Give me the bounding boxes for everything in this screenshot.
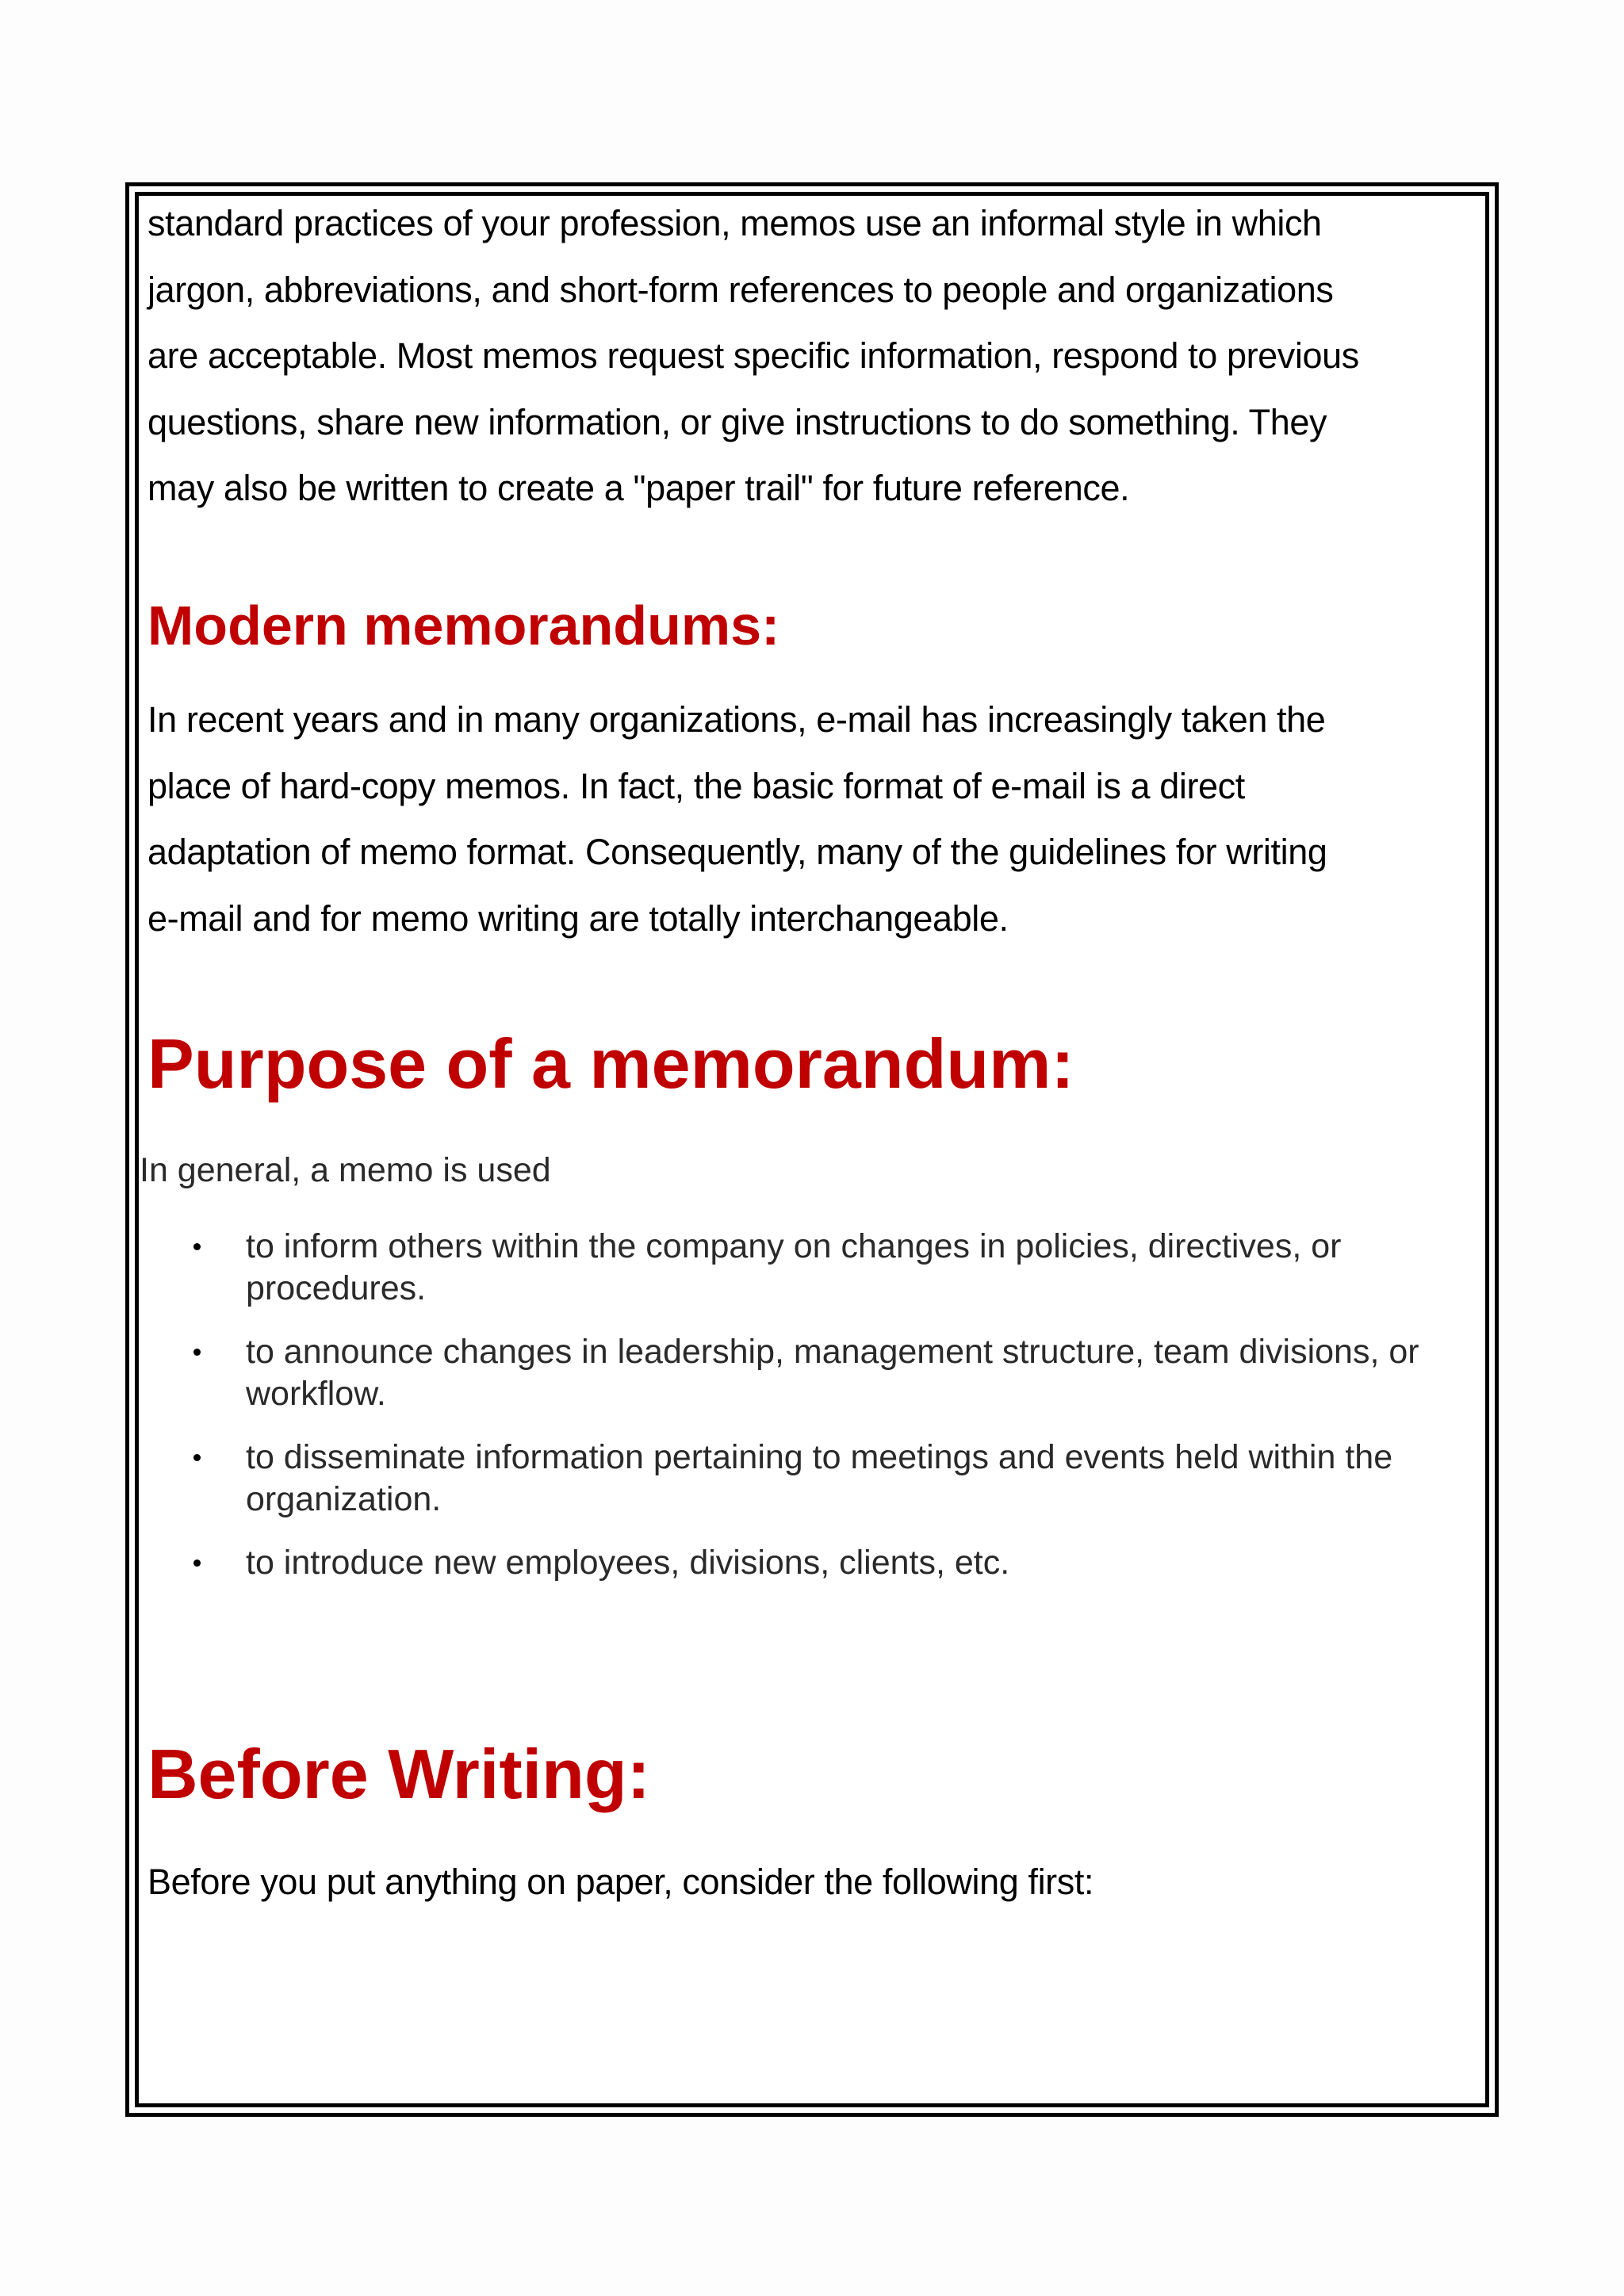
- list-item-text: to inform others within the company on changes in policies, directives, or procedures.: [246, 1227, 1342, 1307]
- before-writing-text: Before you put anything on paper, consider the following first:: [147, 1862, 1094, 1902]
- paragraph-line: are acceptable. Most memos request specific information, respond to previous: [147, 335, 1359, 376]
- list-item: [182, 1437, 1483, 1521]
- paragraph-line: standard practices of your profession, memos use an informal style in which: [147, 203, 1322, 243]
- bullet-icon: [193, 1454, 201, 1461]
- paragraph-line: In recent years and in many organizations, e-mail has increasingly taken the: [147, 699, 1326, 740]
- continuation-paragraph: [147, 190, 1488, 522]
- modern-memorandums-heading: Modern memorandums:: [147, 595, 780, 656]
- before-writing-heading: Before Writing:: [147, 1735, 650, 1813]
- purpose-bullet-list: [182, 1226, 1483, 1605]
- bullet-icon: [193, 1559, 201, 1567]
- purpose-intro: In general, a memo is used: [140, 1151, 551, 1189]
- bullet-icon: [193, 1349, 201, 1356]
- list-item-text: to announce changes in leadership, management structure, team divisions, or workflow.: [246, 1333, 1419, 1413]
- paragraph-line: questions, share new information, or give instructions to do something. They: [147, 401, 1327, 442]
- list-item-text: to introduce new employees, divisions, clients, etc.: [246, 1544, 1010, 1582]
- paragraph-line: jargon, abbreviations, and short-form references to people and organizations: [147, 269, 1334, 310]
- paragraph-line: may also be written to create a "paper trail" for future reference.: [147, 468, 1130, 508]
- paragraph-line: e-mail and for memo writing are totally interchangeable.: [147, 897, 1009, 939]
- purpose-heading: Purpose of a memorandum:: [147, 1024, 1074, 1103]
- list-item: [182, 1542, 1483, 1584]
- list-item: [182, 1226, 1483, 1310]
- bullet-icon: [193, 1243, 201, 1250]
- modern-memorandums-paragraph: [147, 687, 1488, 951]
- paragraph-line: place of hard-copy memos. In fact, the basic format of e-mail is a direct: [147, 765, 1245, 806]
- list-item: [182, 1331, 1483, 1415]
- list-item-text: to disseminate information pertaining to meetings and events held within the organization.: [246, 1438, 1393, 1518]
- paragraph-line: adaptation of memo format. Consequently, many of the guidelines for writing: [147, 832, 1327, 872]
